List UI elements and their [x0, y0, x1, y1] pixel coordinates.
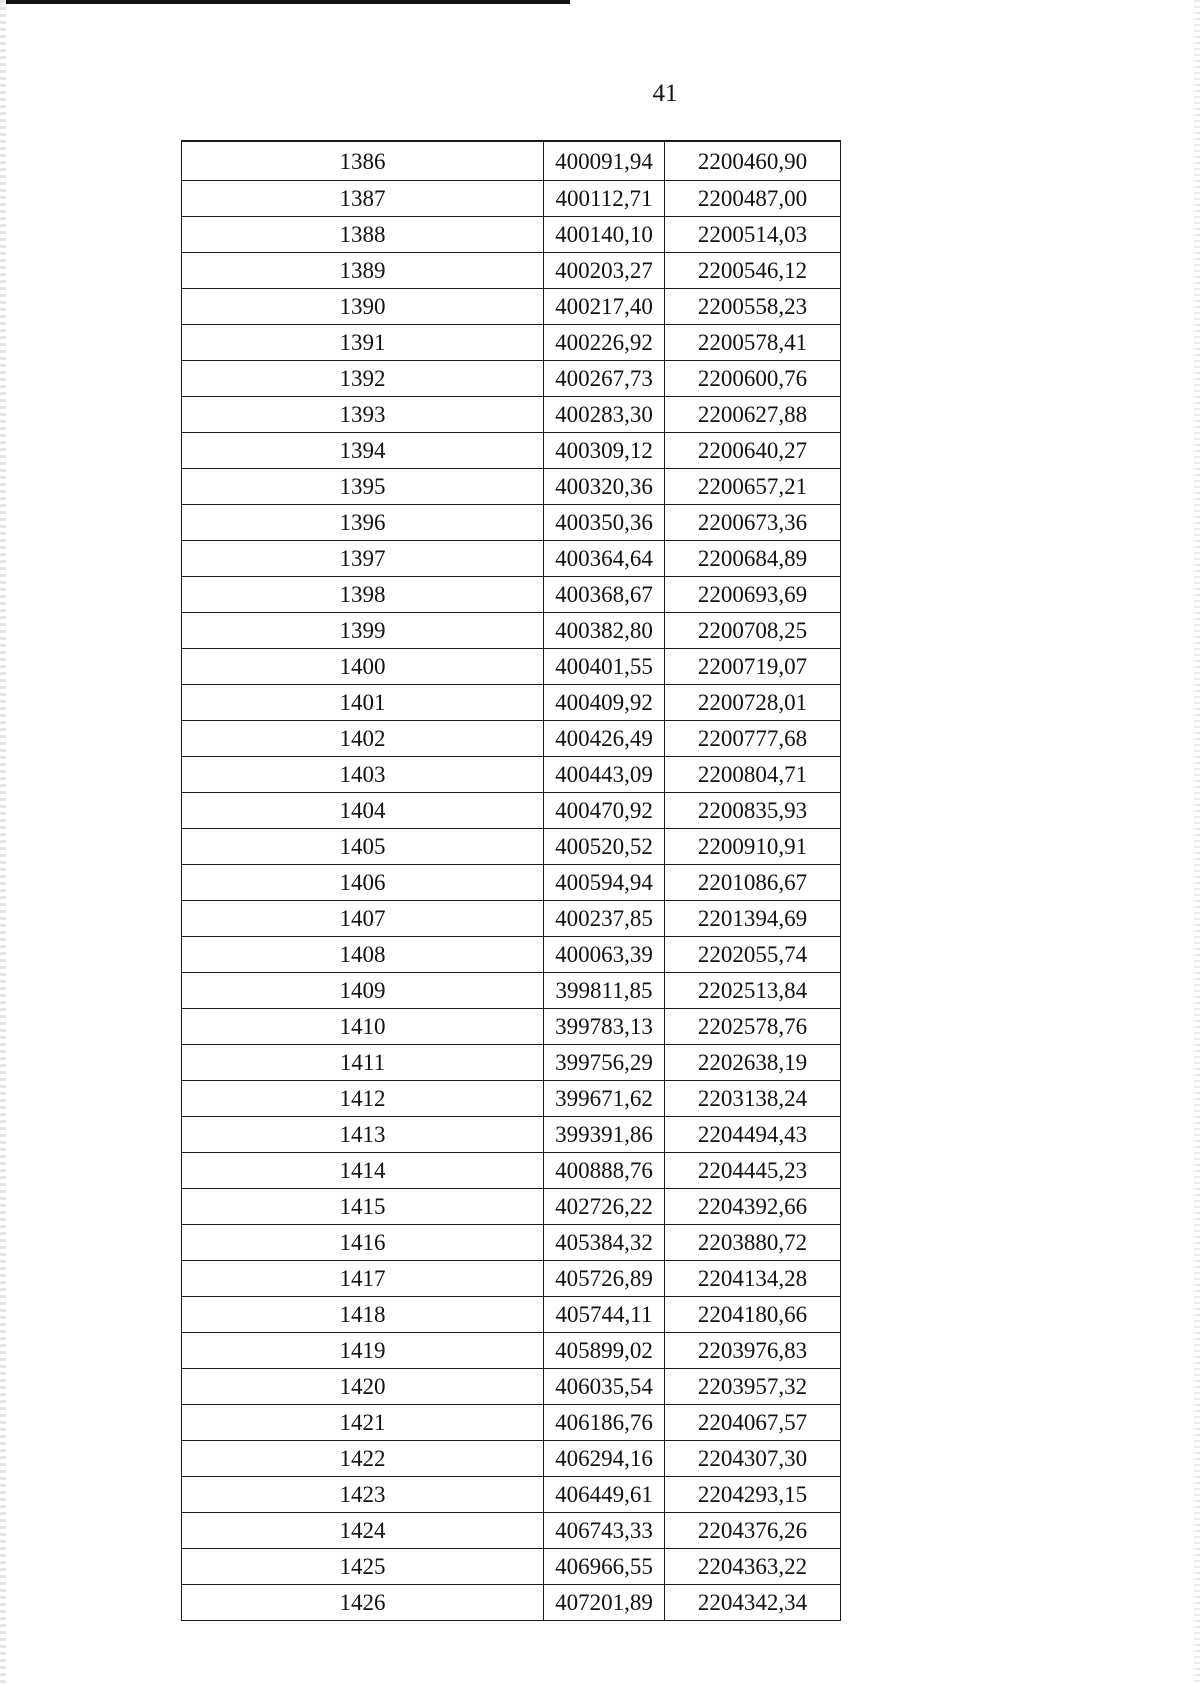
table-row: [182, 1297, 841, 1333]
x-coordinate-cell: 400267,73: [544, 361, 665, 397]
y-coordinate-cell: 2200487,00: [665, 181, 841, 217]
x-coordinate-cell: 400309,12: [544, 433, 665, 469]
x-coordinate-cell: 400368,67: [544, 577, 665, 613]
top-rule: [0, 0, 570, 4]
table-row: [182, 685, 841, 721]
y-coordinate-cell: 2200640,27: [665, 433, 841, 469]
table-row: [182, 757, 841, 793]
x-coordinate-cell: 400091,94: [544, 141, 665, 181]
x-coordinate-cell: 400350,36: [544, 505, 665, 541]
table-row: [182, 1513, 841, 1549]
point-number-cell: 1424: [182, 1513, 544, 1549]
point-number-cell: 1405: [182, 829, 544, 865]
x-coordinate-cell: 406294,16: [544, 1441, 665, 1477]
y-coordinate-cell: 2204307,30: [665, 1441, 841, 1477]
x-coordinate-cell: 399671,62: [544, 1081, 665, 1117]
table-row: [182, 649, 841, 685]
point-number-cell: 1419: [182, 1333, 544, 1369]
table-row: [182, 1261, 841, 1297]
x-coordinate-cell: 400203,27: [544, 253, 665, 289]
table-row: [182, 217, 841, 253]
x-coordinate-cell: 400283,30: [544, 397, 665, 433]
x-coordinate-cell: 400217,40: [544, 289, 665, 325]
x-coordinate-cell: 400888,76: [544, 1153, 665, 1189]
point-number-cell: 1399: [182, 613, 544, 649]
point-number-cell: 1390: [182, 289, 544, 325]
point-number-cell: 1409: [182, 973, 544, 1009]
table-row: [182, 469, 841, 505]
point-number-cell: 1423: [182, 1477, 544, 1513]
y-coordinate-cell: 2200708,25: [665, 613, 841, 649]
x-coordinate-cell: 406449,61: [544, 1477, 665, 1513]
x-coordinate-cell: 399756,29: [544, 1045, 665, 1081]
point-number-cell: 1387: [182, 181, 544, 217]
x-coordinate-cell: 400063,39: [544, 937, 665, 973]
y-coordinate-cell: 2202578,76: [665, 1009, 841, 1045]
x-coordinate-cell: 400226,92: [544, 325, 665, 361]
point-number-cell: 1397: [182, 541, 544, 577]
scan-edge-left: [0, 0, 6, 1686]
y-coordinate-cell: 2203976,83: [665, 1333, 841, 1369]
point-number-cell: 1412: [182, 1081, 544, 1117]
point-number-cell: 1403: [182, 757, 544, 793]
point-number-cell: 1410: [182, 1009, 544, 1045]
y-coordinate-cell: 2204134,28: [665, 1261, 841, 1297]
y-coordinate-cell: 2203957,32: [665, 1369, 841, 1405]
table-row: [182, 1189, 841, 1225]
point-number-cell: 1400: [182, 649, 544, 685]
point-number-cell: 1407: [182, 901, 544, 937]
table-row: [182, 937, 841, 973]
y-coordinate-cell: 2203138,24: [665, 1081, 841, 1117]
table-row: [182, 901, 841, 937]
y-coordinate-cell: 2204363,22: [665, 1549, 841, 1585]
point-number-cell: 1408: [182, 937, 544, 973]
point-number-cell: 1388: [182, 217, 544, 253]
table-row: [182, 1405, 841, 1441]
table-row: [182, 1225, 841, 1261]
y-coordinate-cell: 2204494,43: [665, 1117, 841, 1153]
point-number-cell: 1422: [182, 1441, 544, 1477]
point-number-cell: 1395: [182, 469, 544, 505]
coordinates-table-body: [182, 141, 841, 1621]
point-number-cell: 1398: [182, 577, 544, 613]
y-coordinate-cell: 2200578,41: [665, 325, 841, 361]
table-row: [182, 1549, 841, 1585]
x-coordinate-cell: 400470,92: [544, 793, 665, 829]
y-coordinate-cell: 2200728,01: [665, 685, 841, 721]
table-row: [182, 613, 841, 649]
point-number-cell: 1417: [182, 1261, 544, 1297]
table-row: [182, 1045, 841, 1081]
table-row: [182, 1009, 841, 1045]
point-number-cell: 1394: [182, 433, 544, 469]
point-number-cell: 1406: [182, 865, 544, 901]
table-row: [182, 541, 841, 577]
table-row: [182, 1477, 841, 1513]
coordinates-table: [181, 140, 841, 1621]
y-coordinate-cell: 2201394,69: [665, 901, 841, 937]
table-row: [182, 397, 841, 433]
y-coordinate-cell: 2203880,72: [665, 1225, 841, 1261]
table-row: [182, 1117, 841, 1153]
x-coordinate-cell: 405899,02: [544, 1333, 665, 1369]
y-coordinate-cell: 2200804,71: [665, 757, 841, 793]
x-coordinate-cell: 400401,55: [544, 649, 665, 685]
y-coordinate-cell: 2204067,57: [665, 1405, 841, 1441]
y-coordinate-cell: 2200558,23: [665, 289, 841, 325]
y-coordinate-cell: 2204293,15: [665, 1477, 841, 1513]
page-number: 41: [652, 80, 678, 107]
table-row: [182, 505, 841, 541]
x-coordinate-cell: 400364,64: [544, 541, 665, 577]
point-number-cell: 1421: [182, 1405, 544, 1441]
x-coordinate-cell: 405726,89: [544, 1261, 665, 1297]
x-coordinate-cell: 400594,94: [544, 865, 665, 901]
point-number-cell: 1391: [182, 325, 544, 361]
table-row: [182, 973, 841, 1009]
y-coordinate-cell: 2200910,91: [665, 829, 841, 865]
y-coordinate-cell: 2200514,03: [665, 217, 841, 253]
y-coordinate-cell: 2202055,74: [665, 937, 841, 973]
y-coordinate-cell: 2204445,23: [665, 1153, 841, 1189]
table-row: [182, 721, 841, 757]
point-number-cell: 1389: [182, 253, 544, 289]
y-coordinate-cell: 2200600,76: [665, 361, 841, 397]
table-row: [182, 181, 841, 217]
table-row: [182, 433, 841, 469]
y-coordinate-cell: 2202513,84: [665, 973, 841, 1009]
y-coordinate-cell: 2200719,07: [665, 649, 841, 685]
x-coordinate-cell: 402726,22: [544, 1189, 665, 1225]
y-coordinate-cell: 2200693,69: [665, 577, 841, 613]
x-coordinate-cell: 400443,09: [544, 757, 665, 793]
x-coordinate-cell: 400409,92: [544, 685, 665, 721]
y-coordinate-cell: 2200460,90: [665, 141, 841, 181]
y-coordinate-cell: 2200627,88: [665, 397, 841, 433]
table-row: [182, 865, 841, 901]
point-number-cell: 1418: [182, 1297, 544, 1333]
table-row: [182, 577, 841, 613]
table-row: [182, 325, 841, 361]
y-coordinate-cell: 2202638,19: [665, 1045, 841, 1081]
x-coordinate-cell: 400140,10: [544, 217, 665, 253]
x-coordinate-cell: 400237,85: [544, 901, 665, 937]
y-coordinate-cell: 2204376,26: [665, 1513, 841, 1549]
point-number-cell: 1425: [182, 1549, 544, 1585]
y-coordinate-cell: 2204180,66: [665, 1297, 841, 1333]
point-number-cell: 1401: [182, 685, 544, 721]
table-row: [182, 829, 841, 865]
point-number-cell: 1426: [182, 1585, 544, 1621]
y-coordinate-cell: 2201086,67: [665, 865, 841, 901]
x-coordinate-cell: 400426,49: [544, 721, 665, 757]
x-coordinate-cell: 399783,13: [544, 1009, 665, 1045]
table-row: [182, 141, 841, 181]
table-row: [182, 361, 841, 397]
x-coordinate-cell: 399811,85: [544, 973, 665, 1009]
x-coordinate-cell: 406966,55: [544, 1549, 665, 1585]
x-coordinate-cell: 406743,33: [544, 1513, 665, 1549]
point-number-cell: 1416: [182, 1225, 544, 1261]
table-row: [182, 793, 841, 829]
y-coordinate-cell: 2200673,36: [665, 505, 841, 541]
x-coordinate-cell: 400320,36: [544, 469, 665, 505]
x-coordinate-cell: 406186,76: [544, 1405, 665, 1441]
table-row: [182, 1153, 841, 1189]
x-coordinate-cell: 400112,71: [544, 181, 665, 217]
table-row: [182, 289, 841, 325]
table-row: [182, 1585, 841, 1621]
point-number-cell: 1396: [182, 505, 544, 541]
table-row: [182, 1333, 841, 1369]
y-coordinate-cell: 2200684,89: [665, 541, 841, 577]
point-number-cell: 1393: [182, 397, 544, 433]
point-number-cell: 1420: [182, 1369, 544, 1405]
x-coordinate-cell: 400520,52: [544, 829, 665, 865]
x-coordinate-cell: 406035,54: [544, 1369, 665, 1405]
y-coordinate-cell: 2204392,66: [665, 1189, 841, 1225]
point-number-cell: 1411: [182, 1045, 544, 1081]
x-coordinate-cell: 405384,32: [544, 1225, 665, 1261]
table-row: [182, 1369, 841, 1405]
point-number-cell: 1413: [182, 1117, 544, 1153]
y-coordinate-cell: 2200835,93: [665, 793, 841, 829]
point-number-cell: 1414: [182, 1153, 544, 1189]
point-number-cell: 1392: [182, 361, 544, 397]
y-coordinate-cell: 2200657,21: [665, 469, 841, 505]
x-coordinate-cell: 407201,89: [544, 1585, 665, 1621]
point-number-cell: 1386: [182, 141, 544, 181]
point-number-cell: 1402: [182, 721, 544, 757]
point-number-cell: 1415: [182, 1189, 544, 1225]
x-coordinate-cell: 405744,11: [544, 1297, 665, 1333]
point-number-cell: 1404: [182, 793, 544, 829]
table-row: [182, 1081, 841, 1117]
x-coordinate-cell: 399391,86: [544, 1117, 665, 1153]
y-coordinate-cell: 2204342,34: [665, 1585, 841, 1621]
y-coordinate-cell: 2200777,68: [665, 721, 841, 757]
table-row: [182, 253, 841, 289]
table-row: [182, 1441, 841, 1477]
y-coordinate-cell: 2200546,12: [665, 253, 841, 289]
scan-edge-right: [1194, 0, 1200, 1686]
x-coordinate-cell: 400382,80: [544, 613, 665, 649]
